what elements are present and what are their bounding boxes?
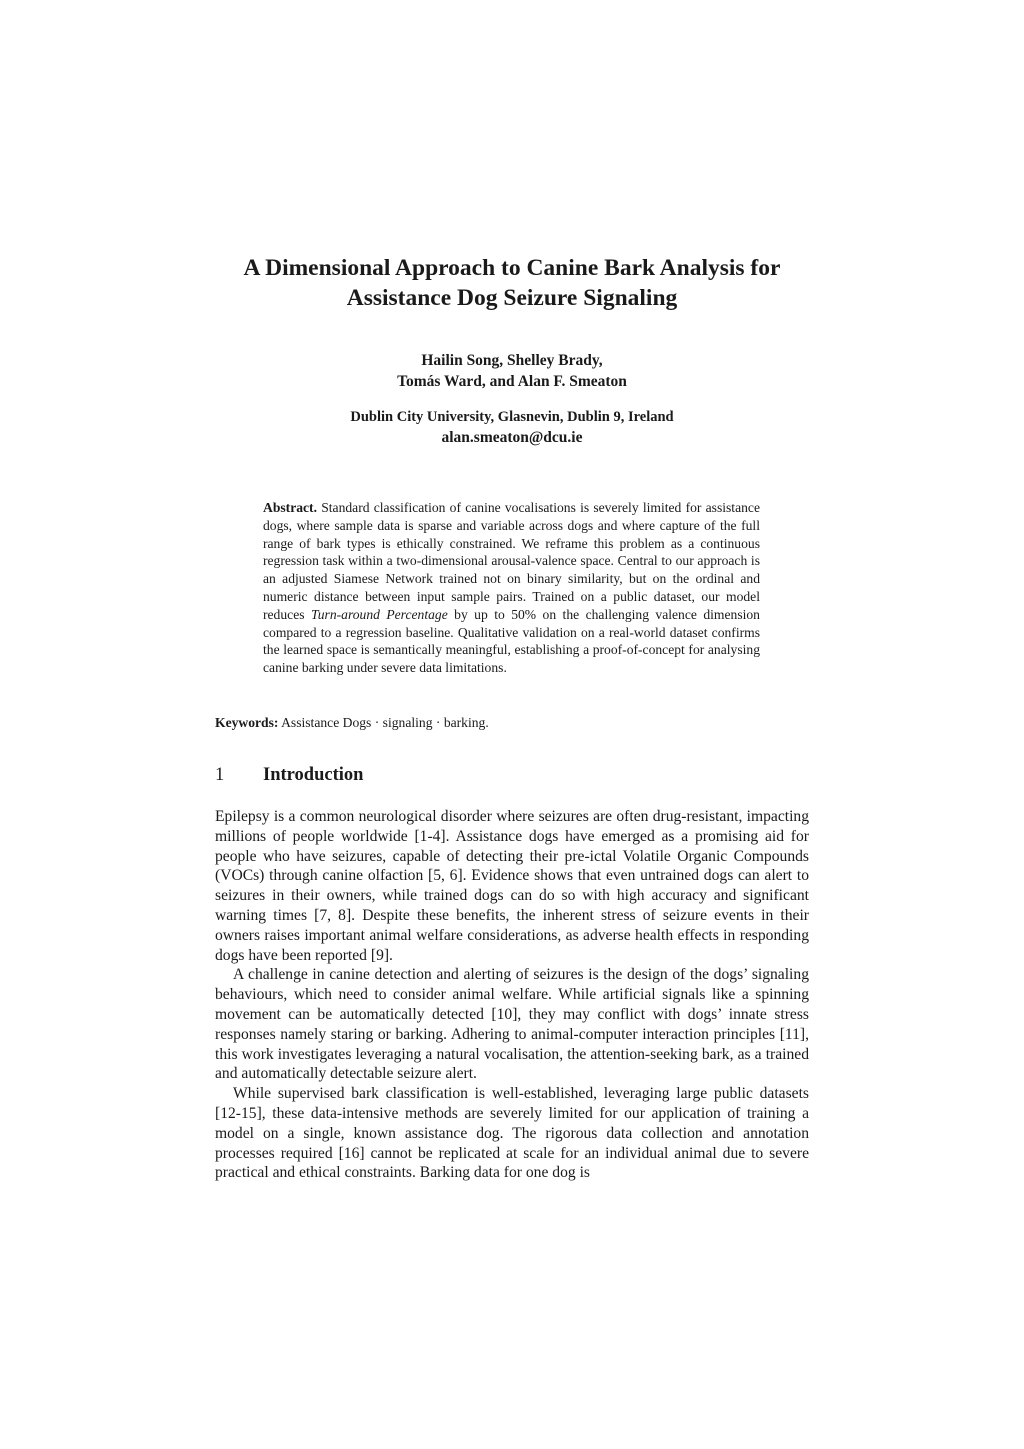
paper-title — [150, 253, 874, 313]
abstract-label: Abstract. — [263, 500, 317, 515]
keywords — [215, 714, 815, 732]
paragraph: Epilepsy is a common neurological disorder where seizures are often drug-resistant, impacting millions of people worldwide [1-4]. Assistance dogs have emerged as a promising aid for people who have seizures, capable of detecting their pre-ictal Volatile Organic Compounds (VOCs) through canine olfaction [5, 6]. Evidence shows that even untrained dogs can alert to seizures in their owners, while trained dogs can do so with high accuracy and significant warning times [7, 8]. Despite these benefits, the inherent stress of seizure events in their owners raises important animal welfare considerations, as adverse health effects in responding dogs have been reported [9]. — [215, 808, 809, 964]
abstract-text-2: by up to 50% on the challenging valence dimension compared to a regression baseline. Qualitative validation on a real-world dataset confirms the learned space is semantically meaningful, establishing a proof-of-concept for analysing canine barking under severe data limitations. — [263, 606, 760, 676]
introduction-body — [215, 807, 809, 1183]
paragraph: A challenge in canine detection and alerting of seizures is the design of the dogs’ signaling behaviours, which need to consider animal welfare. While artificial signals like a spinning movement can be automatically detected [10], they may conflict with dogs’ innate stress responses namely staring or barking. Adhering to animal-computer interaction principles [11], this work investigates leveraging a natural vocalisation, the attention-seeking bark, as a trained and automatically detectable seizure alert. — [215, 966, 809, 1083]
authors-line-2: Tomás Ward, and Alan F. Smeaton — [397, 373, 627, 390]
paragraph: While supervised bark classification is well-established, leveraging large public datasets [12-15], these data-intensive methods are severely limited for our application of training a model on a single, known assistance dog. The rigorous data collection and annotation processes required [16] cannot be replicated at scale for an individual animal due to severe practical and ethical constraints. Barking data for one dog is — [215, 1085, 809, 1182]
section-number: 1 — [215, 765, 225, 785]
keywords-label: Keywords: — [215, 715, 279, 730]
abstract — [263, 499, 760, 677]
keywords-text: Assistance Dogs · signaling · barking. — [281, 715, 489, 730]
authors-line-1: Hailin Song, Shelley Brady, — [421, 352, 603, 369]
title-line-1: A Dimensional Approach to Canine Bark Analysis for — [243, 255, 781, 281]
section-title: Introduction — [263, 765, 364, 785]
author-email: alan.smeaton@dcu.ie — [441, 429, 583, 446]
title-line-2: Assistance Dog Seizure Signaling — [346, 285, 678, 311]
authors — [150, 350, 874, 392]
abstract-text-1: Standard classification of canine vocalisations is severely limited for assistance dogs, where sample data is sparse and variable across dogs and where capture of the full range of bark types is ethically constrained. We reframe this problem as a continuous regression task within a two-dimensional arousal-valence space. Central to our approach is an adjusted Siamese Network trained not on binary similarity, but on the ordinal and numeric distance between input sample pairs. Trained on a public dataset, our model reduces — [263, 500, 760, 622]
affiliation: Dublin City University, Glasnevin, Dublin 9, Ireland — [350, 409, 674, 425]
abstract-italic-term: Turn-around Percentage — [310, 606, 448, 622]
